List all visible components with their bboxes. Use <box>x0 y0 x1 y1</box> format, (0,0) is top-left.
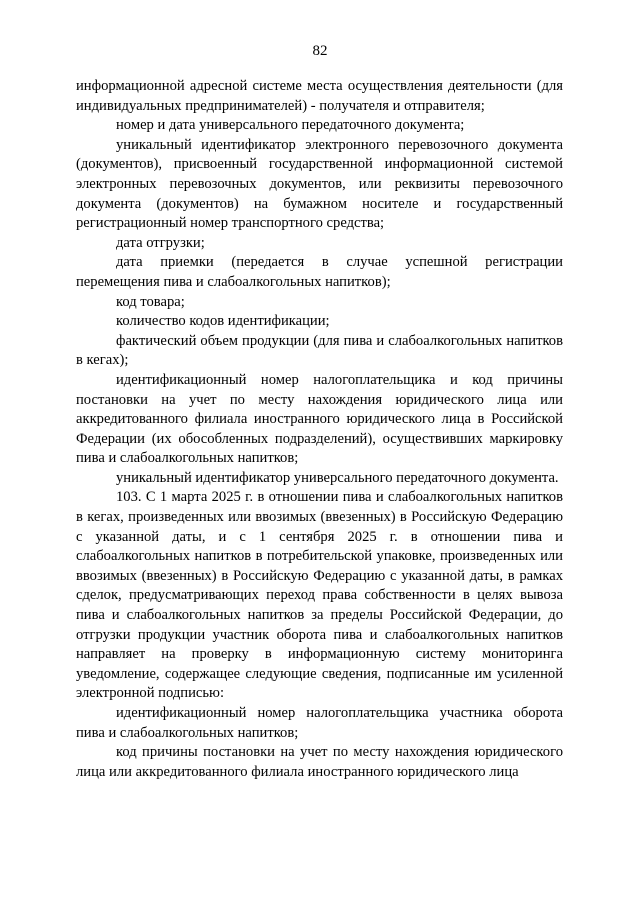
paragraph-upd-unique-id: уникальный идентификатор универсального передаточного документа. <box>116 469 559 486</box>
paragraph-code-count: количество кодов идентификации; <box>116 313 330 330</box>
paragraph-actual-volume: фактический объем продукции (для пива и слабоалкогольных напитков в кегах); <box>76 332 563 369</box>
paragraph-participant-inn: идентификационный номер налогоплательщика участника оборота пива и слабоалкогольных напитков; <box>76 705 563 741</box>
paragraph-acceptance-date: дата приемки (передается в случае успешной регистрации перемещения пива и слабоалкогольных напитков); <box>76 254 563 290</box>
paragraph-clause-103: 103. С 1 марта 2025 г. в отношении пива и слабоалкогольных напитков в кегах, произведенных или ввозимых (ввезенных) в Российскую Федерацию с указанной даты, и с 1 сентября 2025 г. в отношении пива и слабоалкогольных напитков в потребительской упаковке, произведенных или ввозимых (ввезенных) в Российскую Федерацию с указанной даты, в рамках сделок, предусматривающих переход права собственности в целях вывоза пива и слабоалкогольных напитков за пределы Российской Федерации, до отгрузки продукции участник оборота пива и слабоалкогольных напитков направляет на проверку в информационную систему мониторинга уведомление, содержащее следующие сведения, подписанные им усиленной электронной подписью: <box>76 489 563 702</box>
paragraph-shipment-date: дата отгрузки; <box>116 234 205 251</box>
paragraph-labeler-inn-kpp: идентификационный номер налогоплательщика и код причины постановки на учет по месту нахождения юридического лица или аккредитованного филиала иностранного юридического лица в Российской Федерации (их обособленных подразделений), осуществивших маркировку пива и слабоалкогольных напитков; <box>76 371 563 467</box>
paragraph-address-continuation: информационной адресной системе места осуществления деятельности (для индивидуальных предпринимателей) - получателя и отправителя; <box>76 78 563 114</box>
paragraph-transport-document-id: уникальный идентификатор электронного перевозочного документа (документов), присвоенный государственной информационной системой электронных перевозочных документов, или реквизиты перевозочного документа (документов) на бумажном носителе и государственный регистрационный номер транспортного средства; <box>76 136 563 232</box>
paragraph-product-code: код товара; <box>116 293 185 310</box>
page-number: 82 <box>312 43 328 59</box>
document-body <box>76 77 563 782</box>
paragraph-upd-number: номер и дата универсального передаточного документа; <box>116 117 465 134</box>
paragraph-kpp-location: код причины постановки на учет по месту нахождения юридического лица или аккредитованного филиала иностранного юридического лица <box>76 744 563 780</box>
